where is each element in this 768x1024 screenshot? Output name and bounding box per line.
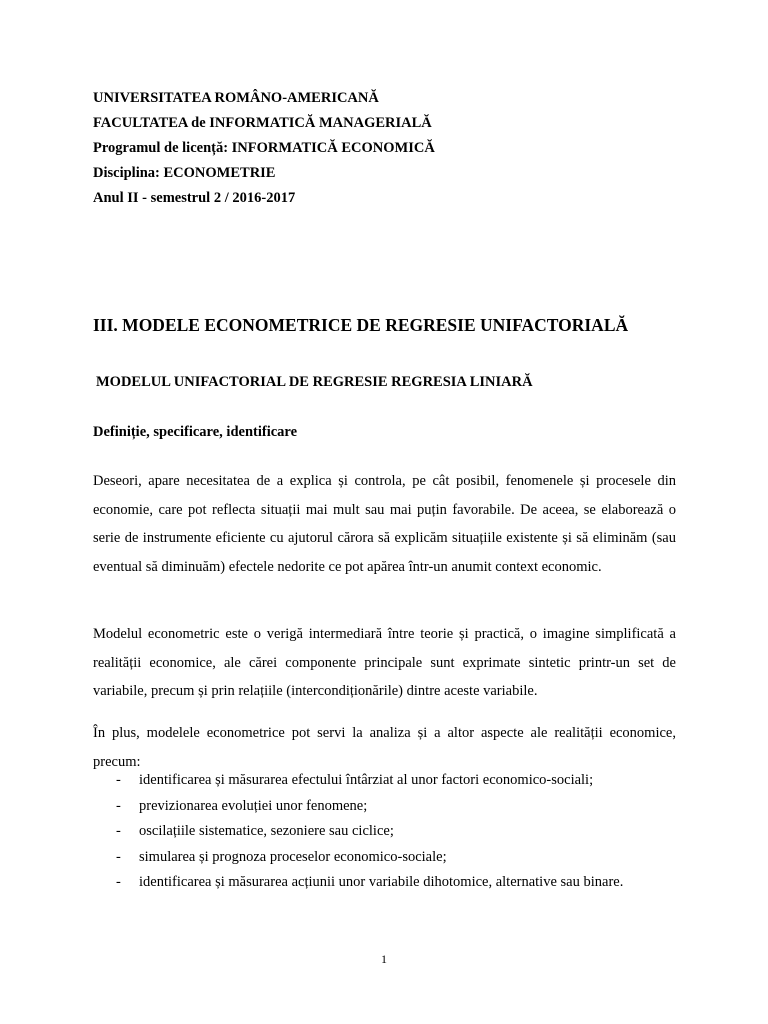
list-item-text: simularea și prognoza proceselor economico-sociale; xyxy=(139,848,447,865)
document-header xyxy=(93,86,693,211)
year-semester: Anul II - semestrul 2 / 2016-2017 xyxy=(93,190,296,206)
list-item xyxy=(93,870,693,896)
chapter-title: III. MODELE ECONOMETRICE DE REGRESIE UNIFACTORIALĂ xyxy=(93,315,629,335)
paragraph-intro: Deseori, apare necesitatea de a explica și controla, pe cât posibil, fenomenele și procesele din economie, care pot reflecta situații mai mult sau mai puțin favorabile. De aceea, se elaborează o serie de instrumente eficiente cu ajutorul cărora să explicăm situațiile existente și să eliminăm (sau eventual să diminuăm) efectele nedorite ce pot apărea într-un anumit context economic. xyxy=(93,473,676,575)
list-item-text: identificarea și măsurarea acțiunii unor variabile dihotomice, alternative sau binare. xyxy=(139,874,624,890)
list-item-text: identificarea și măsurarea efectului întârziat al unor factori economico-sociali; xyxy=(139,772,594,788)
list-item xyxy=(93,768,693,794)
paragraph-model-definition: Modelul econometric este o verigă intermediară între teorie și practică, o imagine simplificată a realității economice, ale cărei componente principale sunt exprimate sintetic printr-un set de variabile, precum și prin relațiile (intercondiționările) dintre aceste variabile. xyxy=(93,626,676,699)
university-name: UNIVERSITATEA ROMÂNO-AMERICANĂ xyxy=(93,90,379,106)
uses-list xyxy=(93,768,693,896)
list-bullet: - xyxy=(116,874,121,890)
list-bullet: - xyxy=(116,797,121,814)
section-title: MODELUL UNIFACTORIAL DE REGRESIE REGRESIA LINIARĂ xyxy=(96,374,533,390)
page-number: 1 xyxy=(381,952,387,966)
paragraph-uses: În plus, modelele econometrice pot servi la analiza și a altor aspecte ale realității economice, precum: xyxy=(93,725,676,770)
list-bullet: - xyxy=(116,823,121,839)
list-item-text: previzionarea evoluției unor fenomene; xyxy=(139,797,368,814)
discipline-name: Disciplina: ECONOMETRIE xyxy=(93,165,276,181)
list-bullet: - xyxy=(116,772,121,788)
faculty-name: FACULTATEA de INFORMATICĂ MANAGERIALĂ xyxy=(93,115,432,131)
list-item-text: oscilațiile sistematice, sezoniere sau ciclice; xyxy=(139,823,394,839)
list-item xyxy=(93,845,693,871)
subsection-title: Definiție, specificare, identificare xyxy=(93,424,298,440)
list-bullet: - xyxy=(116,848,121,865)
program-name: Programul de licență: INFORMATICĂ ECONOMICĂ xyxy=(93,140,435,156)
list-item xyxy=(93,819,693,845)
list-item xyxy=(93,794,693,820)
